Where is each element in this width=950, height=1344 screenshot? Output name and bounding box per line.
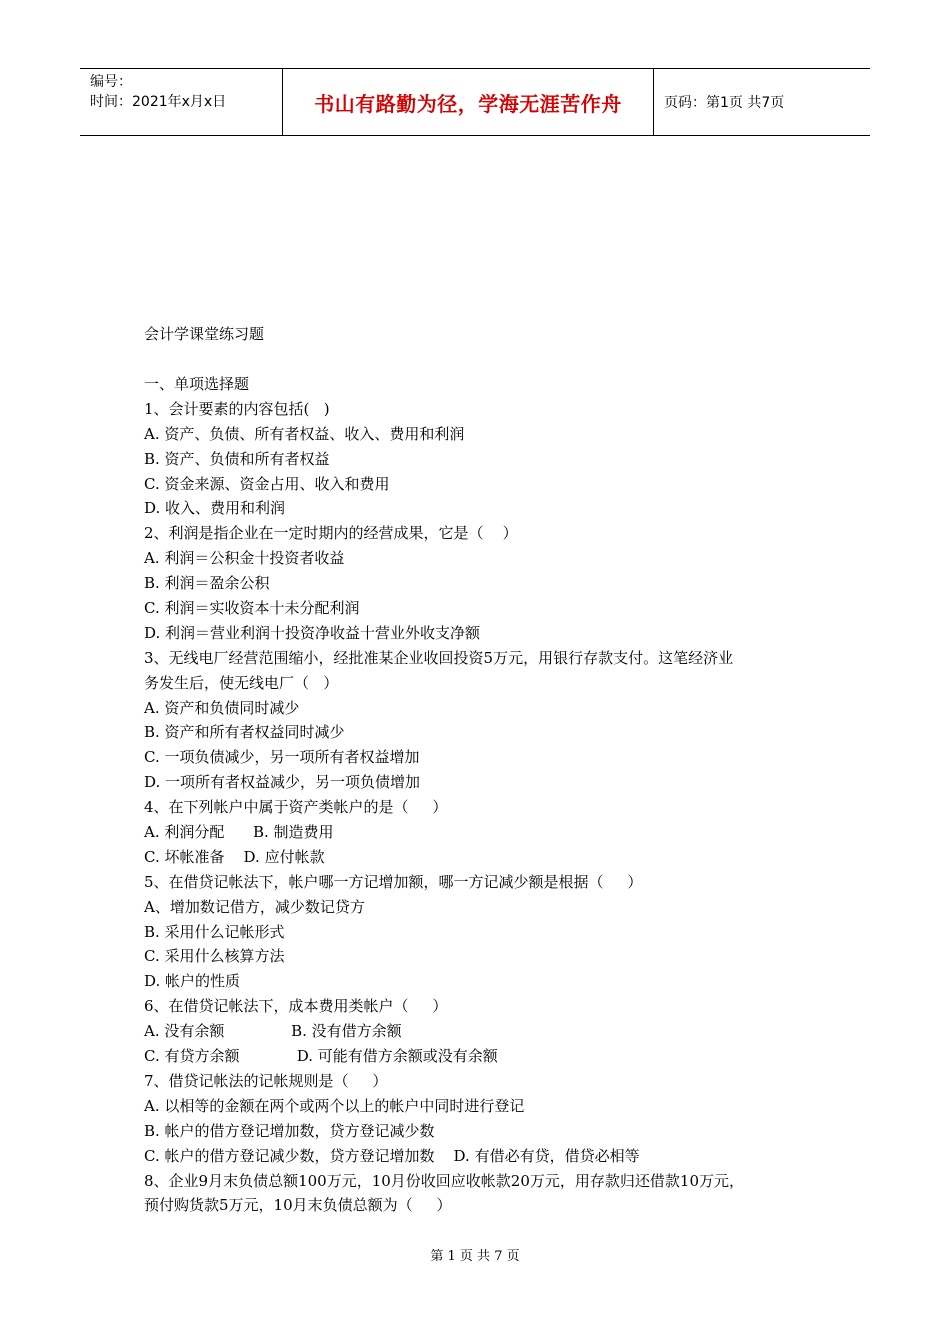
text-line: A. 资产和负债同时减少 [144, 698, 300, 717]
text-line: B. 资产和所有者权益同时减少 [144, 723, 345, 742]
text-line: C. 资金来源、资金占用、收入和费用 [144, 474, 390, 493]
text-line: D. 收入、费用和利润 [144, 499, 286, 518]
text-line: C. 一项负债减少，另一项所有者权益增加 [144, 748, 420, 767]
header-number-label: 编号： [90, 74, 132, 90]
text-line: 3、无线电厂经营范围缩小，经批准某企业收回投资5万元，用银行存款支付。这笔经济业 [144, 648, 734, 667]
text-line: A. 资产、负债、所有者权益、收入、费用和利润 [144, 424, 465, 443]
header-motto: 书山有路勤为径，学海无涯苦作舟 [314, 91, 622, 116]
header-date: 时间：2021年x月x日 [90, 94, 227, 110]
text-line: D. 一项所有者权益减少，另一项负债增加 [144, 773, 421, 792]
header-meta [80, 69, 282, 135]
text-line: A. 没有余额 B. 没有借方余额 [144, 1022, 402, 1041]
text-line: 一、单项选择题 [144, 375, 250, 393]
text-line: 2、利润是指企业在一定时期内的经营成果，它是（ ） [144, 524, 518, 543]
text-line: D. 帐户的性质 [144, 972, 241, 991]
text-line: C. 采用什么核算方法 [144, 947, 285, 966]
text-line: C. 有贷方余额 D. 可能有借方余额或没有余额 [144, 1047, 498, 1066]
text-line: B. 采用什么记帐形式 [144, 922, 285, 941]
page-header [80, 68, 870, 136]
text-line: C. 帐户的借方登记减少数，贷方登记增加数 D. 有借必有贷，借贷必相等 [144, 1146, 640, 1165]
text-line: A. 利润＝公积金十投资者收益 [144, 549, 345, 568]
text-line: A. 以相等的金额在两个或两个以上的帐户中同时进行登记 [144, 1096, 525, 1115]
text-line: 务发生后，使无线电厂（ ） [144, 673, 339, 692]
text-line: 7、借贷记帐法的记帐规则是（ ） [144, 1071, 388, 1090]
text-line: 1、会计要素的内容包括( ) [144, 399, 330, 418]
text-line: D. 利润＝营业利润十投资净收益十营业外收支净额 [144, 623, 481, 642]
document-title: 会计学课堂练习题 [144, 325, 265, 343]
document-body [144, 372, 824, 1218]
text-line: B. 资产、负债和所有者权益 [144, 449, 330, 468]
header-page-info: 页码：第1页 共7页 [664, 95, 785, 111]
text-line: 4、在下列帐户中属于资产类帐户的是（ ） [144, 798, 448, 817]
text-line: 预付购货款5万元，10月末负债总额为（ ） [144, 1196, 452, 1215]
text-line: 5、在借贷记帐法下，帐户哪一方记增加额，哪一方记减少额是根据（ ） [144, 872, 643, 891]
text-line: A、增加数记借方，减少数记贷方 [144, 897, 365, 916]
header-motto-cell [282, 69, 654, 135]
text-line: A. 利润分配 B. 制造费用 [144, 823, 334, 842]
text-line: C. 坏帐准备 D. 应付帐款 [144, 847, 325, 866]
text-line: 8、企业9月末负债总额100万元，10月份收回应收帐款20万元，用存款归还借款10万元， [144, 1171, 744, 1190]
text-line: B. 利润＝盈余公积 [144, 574, 270, 593]
text-line: C. 利润＝实收资本十未分配利润 [144, 599, 360, 618]
page-footer: 第 1 页 共 7 页 [430, 1249, 520, 1264]
text-line: B. 帐户的借方登记增加数，贷方登记减少数 [144, 1121, 435, 1140]
text-line: 6、在借贷记帐法下，成本费用类帐户（ ） [144, 997, 448, 1016]
